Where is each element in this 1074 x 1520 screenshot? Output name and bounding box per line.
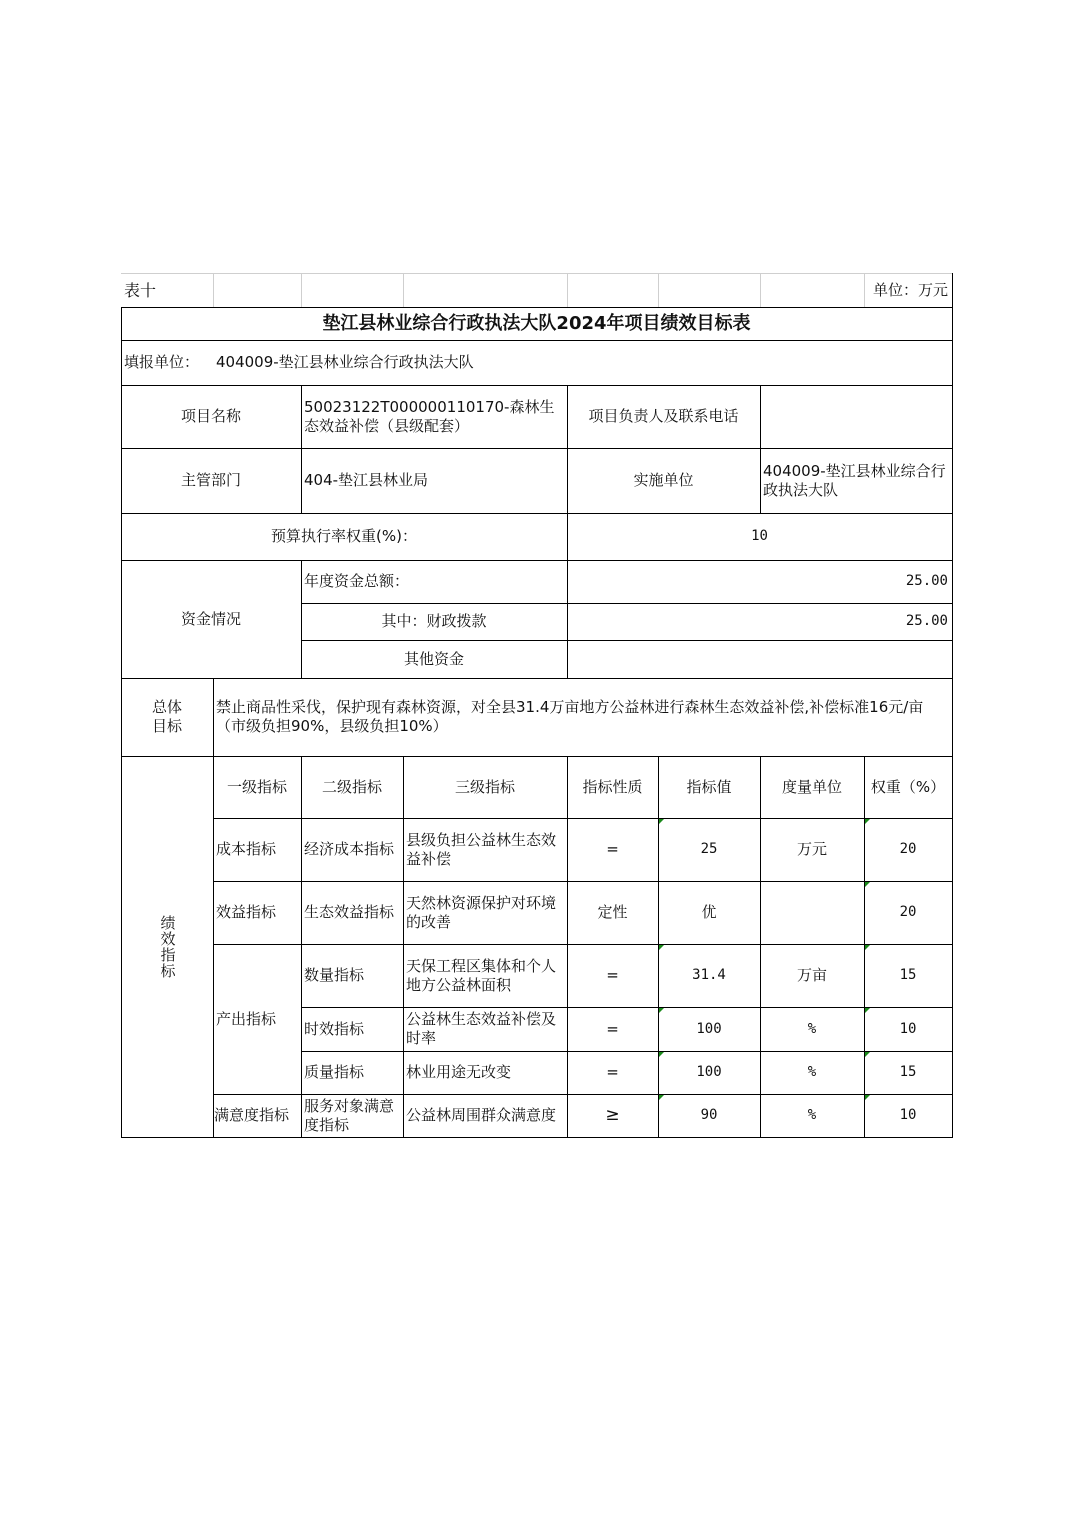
- funds-other-value: [567, 640, 952, 678]
- table-rule: [121, 1137, 952, 1138]
- grid-line: [301, 273, 302, 307]
- indicator-nature: ≥: [605, 1105, 620, 1125]
- indicator-weight: 15: [899, 1064, 917, 1080]
- indicator-value: 100: [696, 1064, 722, 1080]
- indicator-l2: 时效指标: [304, 1019, 365, 1038]
- project-leader-label: 项目负责人及联系电话: [588, 407, 739, 425]
- budget-weight-value: 10: [751, 528, 768, 544]
- project-name-label: 项目名称: [180, 407, 241, 425]
- impl-unit-label: 实施单位: [633, 471, 694, 489]
- dept-label: 主管部门: [180, 471, 241, 489]
- indicator-value: 25: [700, 841, 718, 857]
- indicator-nature: =: [606, 966, 619, 984]
- project-leader-value: [760, 385, 952, 448]
- funds-label: 资金情况: [180, 609, 241, 628]
- indicator-value: 优: [701, 903, 717, 921]
- perf-label-text: 绩效指标: [158, 914, 177, 979]
- indicator-unit: [760, 881, 864, 944]
- level1-satisfaction: 满意度指标: [214, 1106, 290, 1124]
- indicator-l2: 服务对象满意度指标: [304, 1096, 395, 1134]
- cell-marker: [659, 1008, 664, 1013]
- page-title: 垫江县林业综合行政执法大队2024年项目绩效目标表: [322, 313, 751, 334]
- level1-cost: 成本指标: [216, 840, 277, 858]
- indicator-weight: 20: [899, 904, 917, 920]
- cell-marker: [659, 819, 664, 824]
- table-number: 表十: [124, 280, 157, 300]
- indicator-nature: =: [606, 840, 619, 858]
- indicator-weight: 20: [899, 841, 917, 857]
- reporting-unit-label: 填报单位：: [124, 353, 200, 371]
- goal-text: 禁止商品性采伐，保护现有森林资源，对全县31.4万亩地方公益林进行森林生态效益补偿,补偿标准16元/亩（市级负担90%，县级负担10%）: [216, 698, 924, 735]
- grid-line: [213, 273, 214, 307]
- indicator-nature: 定性: [597, 903, 628, 921]
- indicator-unit: %: [807, 1107, 817, 1123]
- indicator-l2: 经济成本指标: [304, 840, 395, 858]
- header-weight: 权重（%）: [870, 777, 946, 796]
- dept-value: 404-垫江县林业局: [304, 471, 429, 489]
- indicator-l3: 天保工程区集体和个人地方公益林面积: [406, 956, 557, 994]
- grid-line: [403, 273, 404, 307]
- funds-other-label: 其他资金: [403, 649, 464, 668]
- header-nature: 指标性质: [582, 777, 643, 796]
- indicator-weight: 15: [899, 967, 917, 983]
- indicator-l2: 数量指标: [304, 966, 365, 984]
- indicator-l2: 质量指标: [304, 1063, 365, 1081]
- indicator-weight: 10: [899, 1020, 917, 1037]
- cell-marker: [865, 819, 870, 824]
- indicator-unit: 万亩: [796, 966, 827, 984]
- level1-benefit: 效益指标: [216, 903, 277, 921]
- header-value: 指标值: [686, 777, 732, 796]
- indicator-value: 100: [696, 1020, 722, 1037]
- funds-total-value: 25.00: [905, 573, 948, 589]
- cell-marker: [865, 882, 870, 887]
- perf-label: [121, 756, 213, 1137]
- indicator-l3: 林业用途无改变: [406, 1063, 512, 1081]
- table-rule: [952, 273, 953, 1138]
- impl-unit-value: 404009-垫江县林业综合行政执法大队: [763, 461, 946, 499]
- indicator-nature: =: [606, 1063, 619, 1081]
- grid-line: [121, 273, 952, 274]
- indicator-value: 90: [700, 1107, 718, 1123]
- header-level1: 一级指标: [226, 777, 287, 796]
- indicator-l3: 天然林资源保护对环境的改善: [406, 893, 557, 931]
- indicator-l3: 公益林周围群众满意度: [406, 1106, 557, 1124]
- unit-label: 单位：万元: [872, 280, 948, 299]
- reporting-unit-value: 404009-垫江县林业综合行政执法大队: [216, 353, 474, 371]
- indicator-unit: 万元: [796, 840, 827, 858]
- level1-output: 产出指标: [216, 1009, 277, 1028]
- cell-marker: [659, 1095, 664, 1100]
- header-level2: 二级指标: [321, 777, 382, 796]
- indicator-weight: 10: [899, 1107, 917, 1123]
- indicator-unit: %: [807, 1064, 817, 1080]
- indicator-value: 31.4: [692, 967, 726, 983]
- grid-line: [658, 273, 659, 307]
- indicator-l2: 生态效益指标: [304, 903, 395, 921]
- goal-label: 总体 目标: [151, 698, 182, 735]
- funds-fiscal-value: 25.00: [905, 613, 948, 629]
- cell-marker: [659, 945, 664, 950]
- indicator-nature: =: [606, 1019, 619, 1038]
- header-unit: 度量单位: [781, 777, 842, 796]
- grid-line: [760, 273, 761, 307]
- funds-fiscal-label: 其中：财政拨款: [381, 612, 487, 630]
- cell-marker: [865, 945, 870, 950]
- cell-marker: [865, 1095, 870, 1100]
- project-name-value: 50023122T000000110170-森林生态效益补偿（县级配套）: [304, 397, 555, 435]
- funds-total-label: 年度资金总额：: [304, 572, 410, 590]
- grid-line: [567, 273, 568, 307]
- cell-marker: [659, 1052, 664, 1057]
- indicator-l3: 公益林生态效益补偿及时率: [406, 1010, 557, 1047]
- cell-marker: [865, 1052, 870, 1057]
- header-level3: 三级指标: [454, 777, 515, 796]
- indicator-l3: 县级负担公益林生态效益补偿: [406, 830, 557, 868]
- budget-weight-label: 预算执行率权重(%)：: [271, 527, 417, 545]
- indicator-unit: %: [807, 1020, 817, 1037]
- cell-marker: [865, 1008, 870, 1013]
